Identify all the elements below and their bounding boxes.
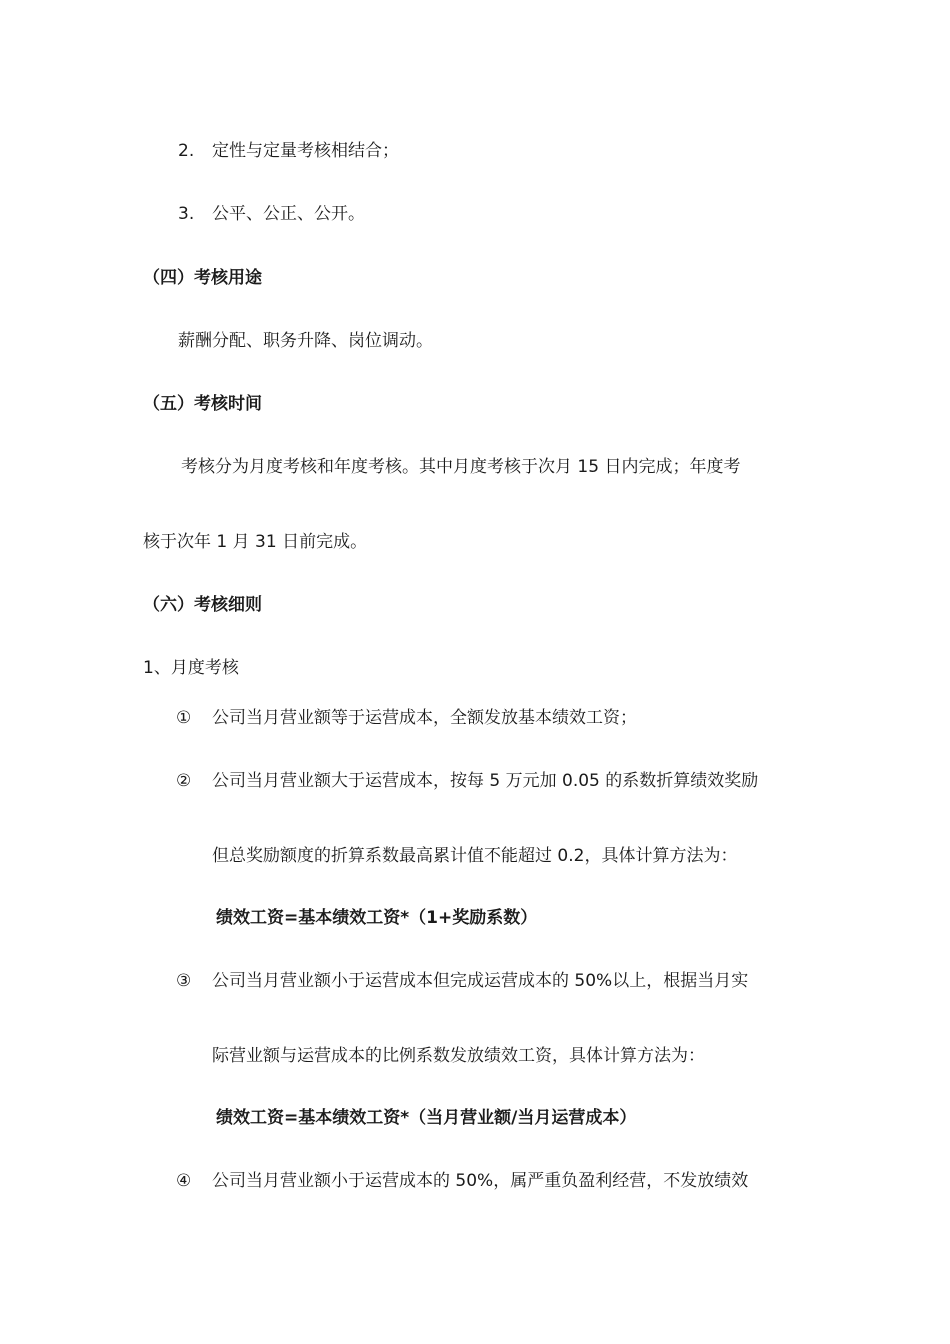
subsection-monthly: 1、月度考核 <box>143 658 239 678</box>
section-heading-time: （五）考核时间 <box>143 394 262 414</box>
rule-item-1 <box>176 706 637 730</box>
rule-text: 公司当月营业额小于运营成本的 50%，属严重负盈利经营，不发放绩效 <box>212 1171 749 1191</box>
circled-number: ③ <box>176 971 192 991</box>
section-heading-details: （六）考核细则 <box>143 595 262 615</box>
rule-item-2 <box>176 769 758 793</box>
rule-item-3 <box>176 969 748 993</box>
section-heading-usage: （四）考核用途 <box>143 268 262 288</box>
rule-text-continued: 但总奖励额度的折算系数最高累计值不能超过 0.2，具体计算方法为： <box>212 846 738 866</box>
rule-text: 公司当月营业额小于运营成本但完成运营成本的 50%以上，根据当月实 <box>212 971 749 991</box>
formula-ratio: 绩效工资=基本绩效工资*（当月营业额/当月运营成本） <box>216 1108 637 1128</box>
section-time-body-line1: 考核分为月度考核和年度考核。其中月度考核于次月 15 日内完成；年度考 <box>181 457 741 477</box>
principle-item <box>178 202 365 226</box>
section-usage-body: 薪酬分配、职务升降、岗位调动。 <box>178 331 433 351</box>
circled-number: ② <box>176 771 192 791</box>
principle-item <box>178 139 399 163</box>
section-time-body-line2: 核于次年 1 月 31 日前完成。 <box>143 532 368 552</box>
list-text: 公平、公正、公开。 <box>212 204 365 224</box>
list-number: 3. <box>178 204 195 224</box>
rule-text: 公司当月营业额等于运营成本，全额发放基本绩效工资； <box>212 708 637 728</box>
rule-item-4 <box>176 1169 748 1193</box>
circled-number: ① <box>176 708 192 728</box>
rule-text-continued: 际营业额与运营成本的比例系数发放绩效工资，具体计算方法为： <box>212 1046 705 1066</box>
formula-reward: 绩效工资=基本绩效工资*（1+奖励系数） <box>216 908 538 928</box>
list-number: 2. <box>178 141 195 161</box>
list-text: 定性与定量考核相结合； <box>212 141 399 161</box>
circled-number: ④ <box>176 1171 192 1191</box>
rule-text: 公司当月营业额大于运营成本，按每 5 万元加 0.05 的系数折算绩效奖励 <box>212 771 759 791</box>
